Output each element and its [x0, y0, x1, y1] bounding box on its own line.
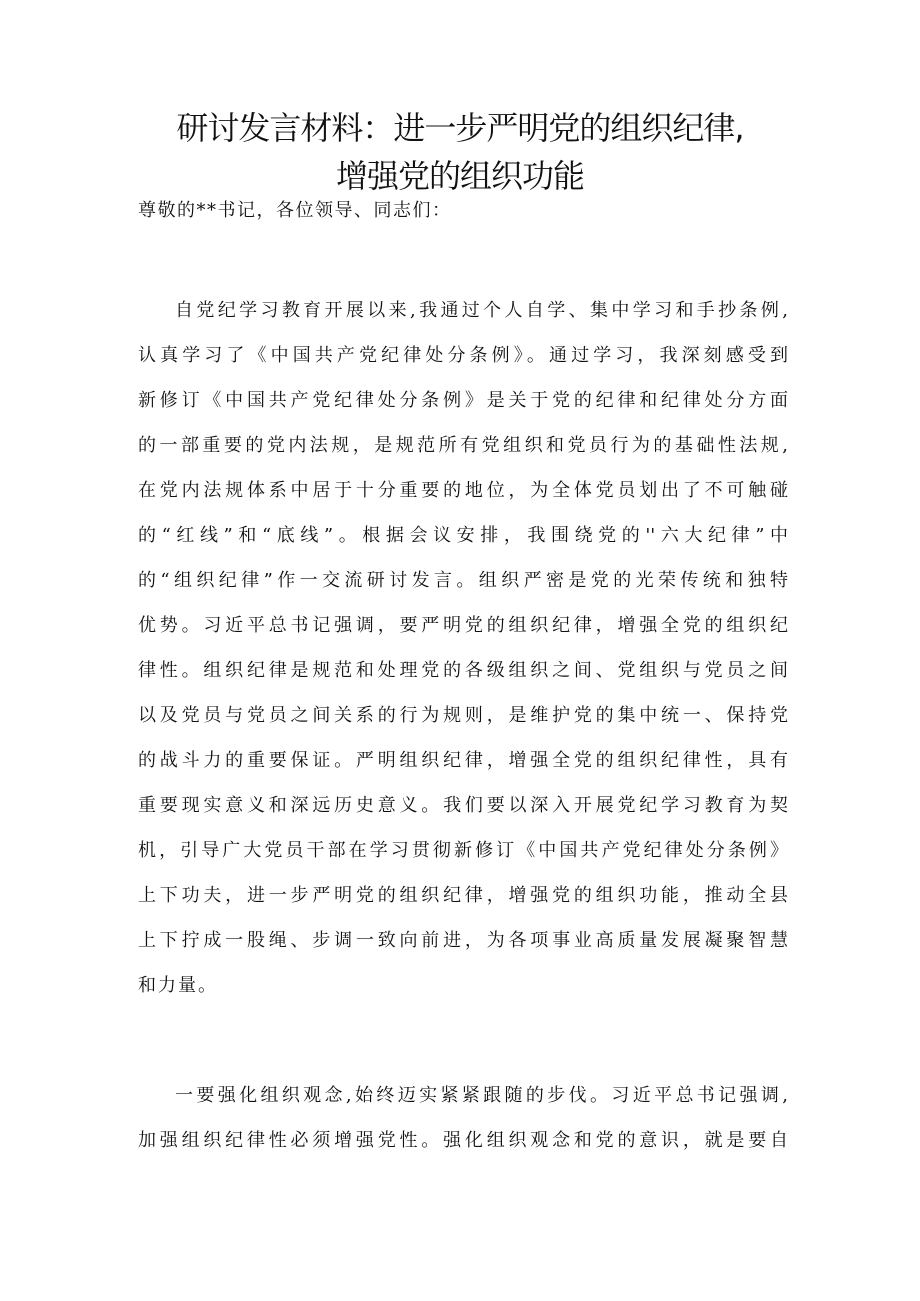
paragraph-line: 自党纪学习教育开展以来,我通过个人自学、集中学习和手抄条例, — [175, 300, 788, 321]
paragraph-line: 重要现实意义和深远历史意义。我们要以深入开展党纪学习教育为契 — [138, 795, 788, 816]
paragraph-line: 认真学习了《中国共产党纪律处分条例》。通过学习，我深刻感受到 — [138, 345, 788, 366]
paragraph-line: 律性。组织纪律是规范和处理党的各级组织之间、党组织与党员之间 — [138, 660, 788, 681]
paragraph-line: 在党内法规体系中居于十分重要的地位，为全体党员划出了不可触碰 — [138, 480, 788, 501]
paragraph-line: 的“组织纪律”作一交流研讨发言。组织严密是党的光荣传统和独特 — [138, 570, 788, 591]
paragraph-line: 机，引导广大党员干部在学习贯彻新修订《中国共产党纪律处分条例》 — [138, 840, 788, 861]
paragraph-line: 一要强化组织观念,始终迈实紧紧跟随的步伐。习近平总书记强调, — [175, 1085, 788, 1106]
paragraph-line: 以及党员与党员之间关系的行为规则，是维护党的集中统一、保持党 — [138, 705, 788, 726]
document-title-line-1: 研讨发言材料：进一步严明党的组织纪律, — [176, 109, 744, 147]
paragraph-line: 新修订《中国共产党纪律处分条例》是关于党的纪律和纪律处分方面 — [138, 390, 788, 411]
paragraph-line: 的“红线”和“底线”。根据会议安排，我围绕党的''六大纪律”中 — [138, 525, 788, 546]
paragraph-line: 上下功夫，进一步严明党的组织纪律，增强党的组织功能，推动全县 — [138, 885, 788, 906]
paragraph-line: 上下拧成一股绳、步调一致向前进，为各项事业高质量发展凝聚智慧 — [138, 930, 788, 951]
paragraph-line: 的一部重要的党内法规，是规范所有党组织和党员行为的基础性法规, — [138, 435, 788, 456]
salutation: 尊敬的**书记，各位领导、同志们： — [138, 200, 452, 221]
paragraph-line: 优势。习近平总书记强调，要严明党的组织纪律，增强全党的组织纪 — [138, 615, 788, 636]
paragraph-line: 的战斗力的重要保证。严明组织纪律，增强全党的组织纪律性，具有 — [138, 750, 788, 771]
paragraph-line: 加强组织纪律性必须增强党性。强化组织观念和党的意识，就是要自 — [138, 1130, 788, 1151]
paragraph-line: 和力量。 — [138, 975, 218, 996]
document-title-line-2: 增强党的组织功能 — [335, 157, 584, 195]
